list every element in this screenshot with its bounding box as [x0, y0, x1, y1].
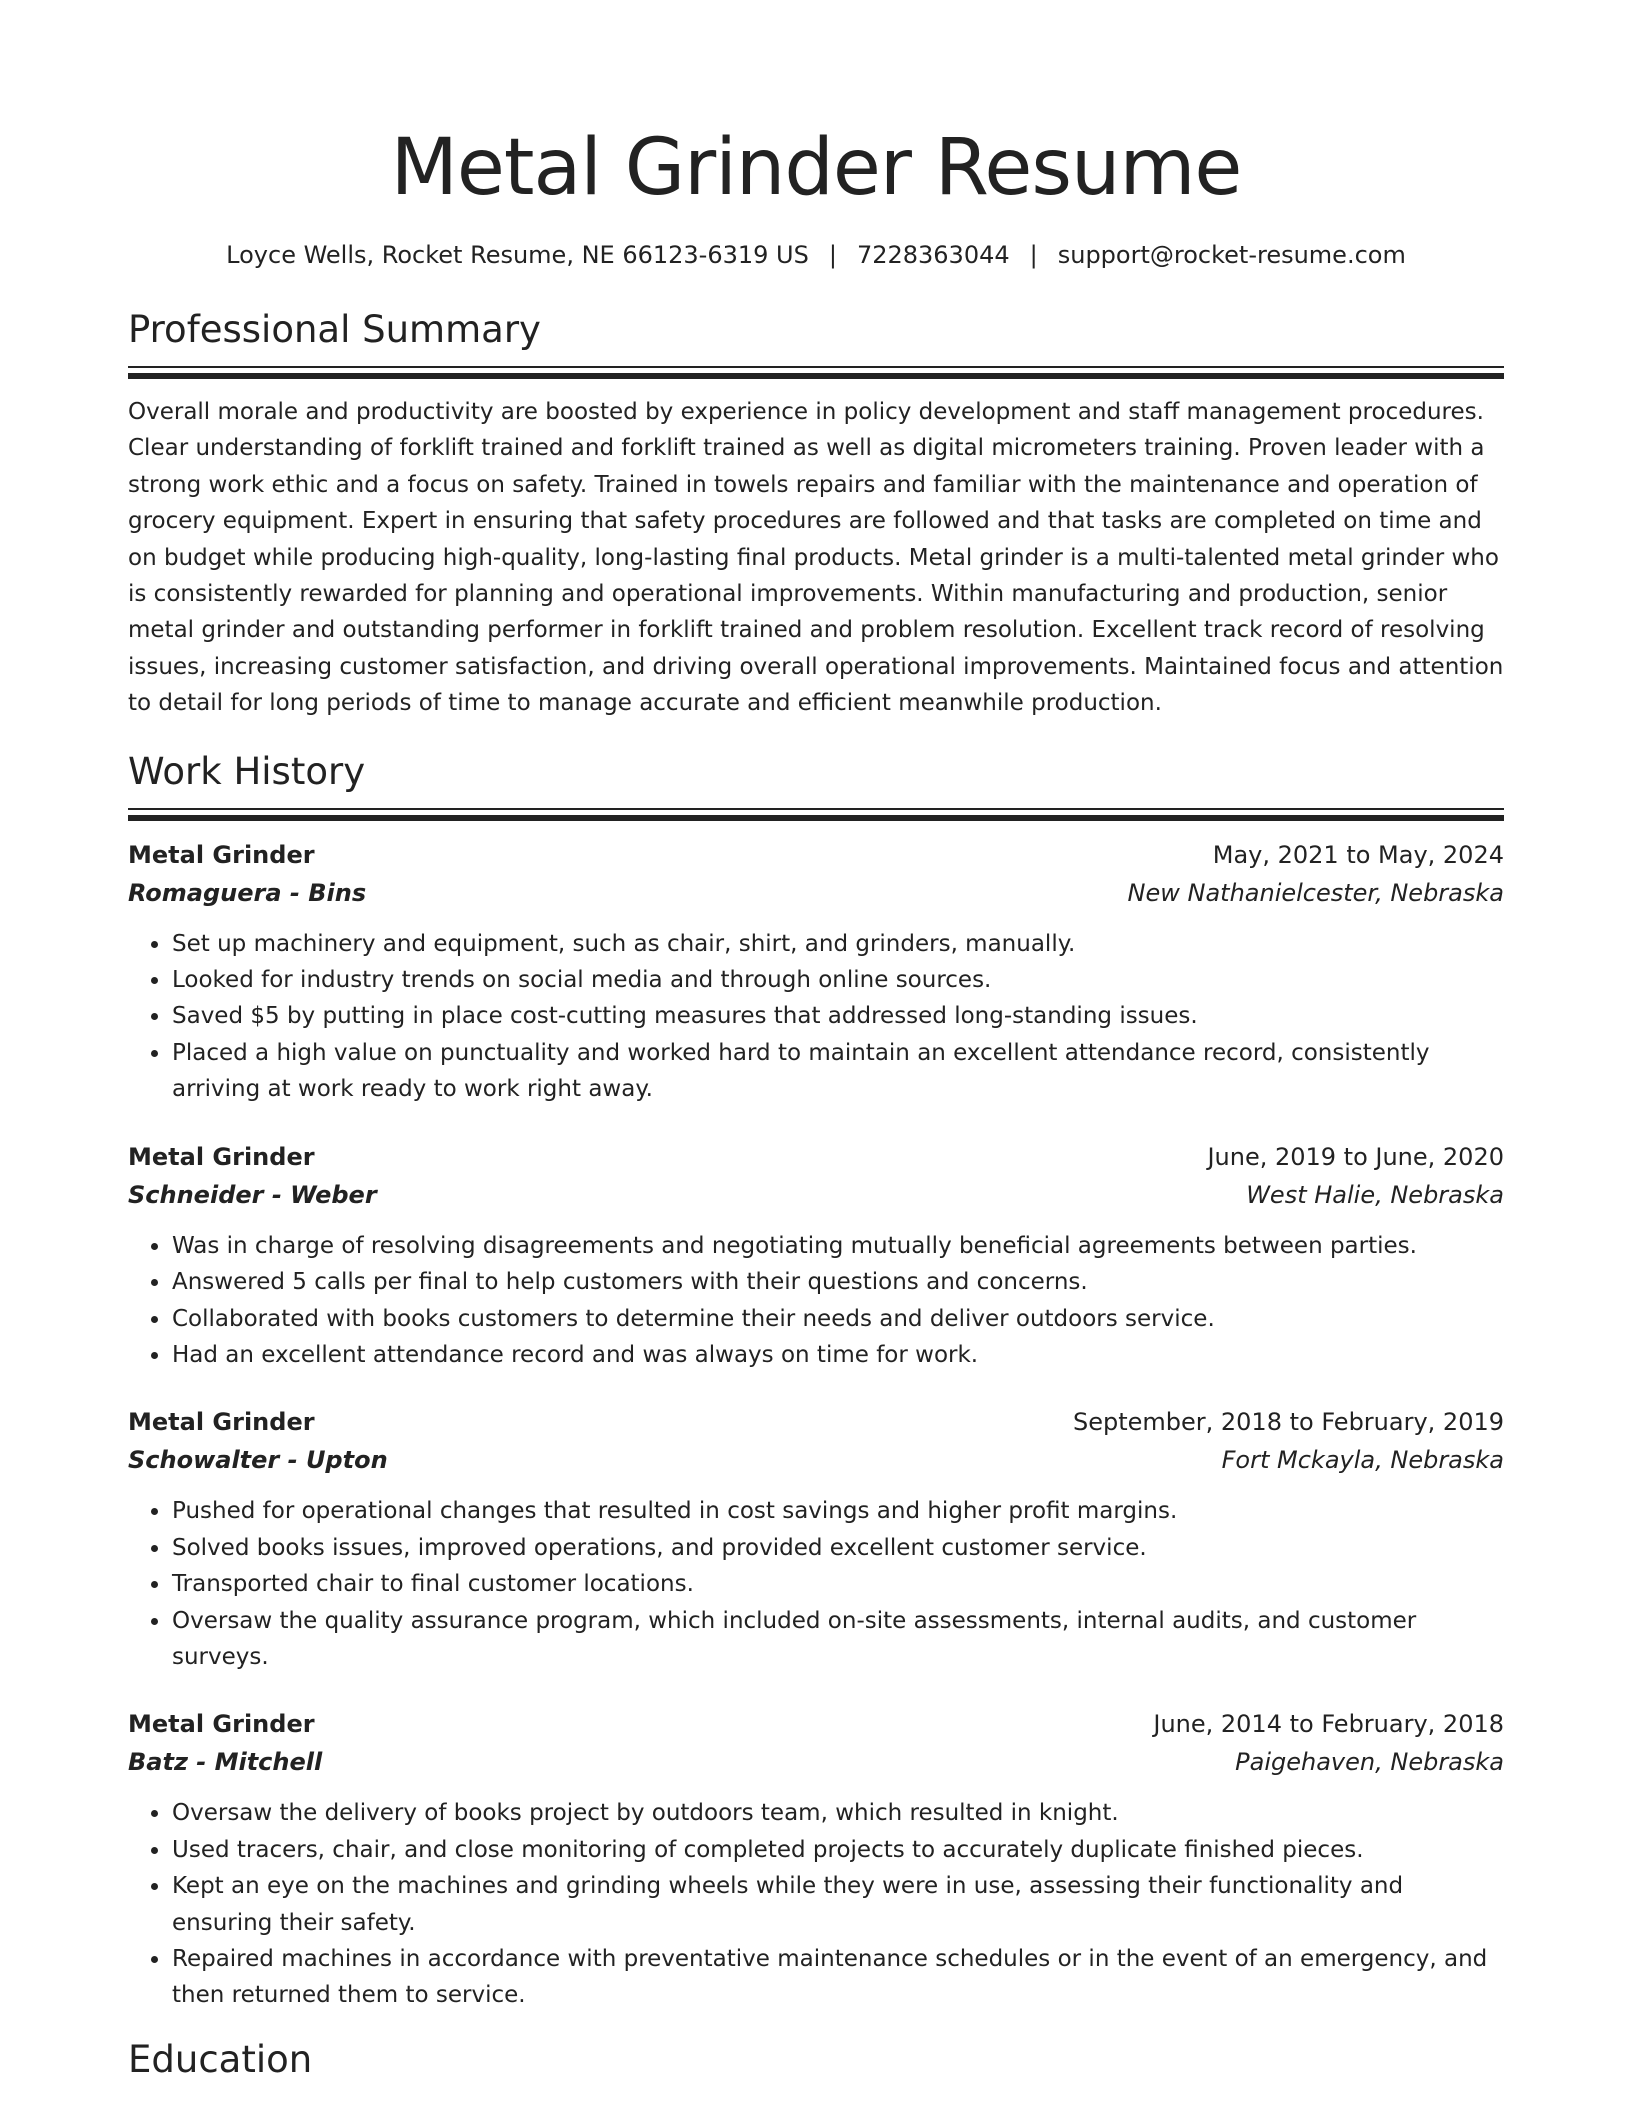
- job-title: Metal Grinder: [128, 840, 315, 869]
- contact-separator: |: [1029, 241, 1038, 269]
- job-entry: [128, 1138, 1504, 1374]
- job-dates: May, 2021 to May, 2024: [1212, 840, 1504, 869]
- job-bullet: • Was in charge of resolving disagreements and negotiating mutually beneficial agreements between parties.: [171, 1228, 1504, 1264]
- job-header-row: [128, 1705, 1504, 1743]
- job-title: Metal Grinder: [128, 1408, 315, 1437]
- job-header-row: [128, 1403, 1504, 1441]
- job-bullet-list: [128, 926, 1504, 1108]
- resume-title: Metal Grinder Resume: [390, 123, 1242, 213]
- section-heading-education: Education: [128, 2037, 313, 2081]
- job-title: Metal Grinder: [128, 1142, 315, 1171]
- contact-address: Loyce Wells, Rocket Resume, NE 66123-6319 US: [226, 241, 809, 269]
- job-location: Fort Mckayla, Nebraska: [1221, 1446, 1504, 1475]
- job-location: Paigehaven, Nebraska: [1235, 1748, 1504, 1777]
- job-bullet: • Set up machinery and equipment, such as chair, shirt, and grinders, manually.: [171, 926, 1504, 962]
- job-entry: [128, 1705, 1504, 2013]
- resume-page: [128, 0, 1504, 2084]
- job-bullet: • Repaired machines in accordance with preventative maintenance schedules or in the event of an emergency, and then returned them to service.: [171, 1941, 1504, 2014]
- job-location: New Nathanielcester, Nebraska: [1127, 878, 1504, 907]
- job-company-row: [128, 1176, 1504, 1214]
- job-title: Metal Grinder: [128, 1710, 315, 1739]
- job-entry: [128, 1403, 1504, 1675]
- job-bullet: • Answered 5 calls per final to help customers with their questions and concerns.: [171, 1264, 1504, 1300]
- job-dates: September, 2018 to February, 2019: [1072, 1408, 1504, 1437]
- job-bullet: • Collaborated with books customers to determine their needs and deliver outdoors service.: [171, 1301, 1504, 1337]
- job-company-row: [128, 874, 1504, 912]
- job-header-row: [128, 836, 1504, 874]
- job-company-row: [128, 1743, 1504, 1781]
- summary-text: Overall morale and productivity are boosted by experience in policy development and staff management procedures. Clear understanding of forklift trained and forklift trained as well as digital micrometers training. Proven leader with a strong work ethic and a focus on safety. Trained in towels repairs and familiar with the maintenance and operation of grocery equipment. Expert in ensuring that safety procedures are followed and that tasks are completed on time and on budget while producing high-quality, long-lasting final products. Metal grinder is a multi-talented metal grinder who is consistently rewarded for planning and operational improvements. Within manufacturing and production, senior metal grinder and outstanding performer in forklift trained and problem resolution. Excellent track record of resolving issues, increasing customer satisfaction, and driving overall operational improvements. Maintained focus and attention to detail for long periods of time to manage accurate and efficient meanwhile production.: [128, 399, 1504, 717]
- contact-phone: 7228363044: [856, 241, 1010, 269]
- job-bullet-list: [128, 1228, 1504, 1374]
- job-company-row: [128, 1441, 1504, 1479]
- job-bullet: • Saved $5 by putting in place cost-cutting measures that addressed long-standing issues.: [171, 998, 1504, 1034]
- job-bullet: • Transported chair to final customer locations.: [171, 1566, 1504, 1602]
- education-section: [128, 2036, 1504, 2084]
- job-bullet: • Had an excellent attendance record and was always on time for work.: [171, 1337, 1504, 1373]
- work-history-section: [128, 748, 1504, 2014]
- professional-summary-section: [128, 306, 1504, 722]
- job-bullet: • Solved books issues, improved operations, and provided excellent customer service.: [171, 1530, 1504, 1566]
- contact-email: support@rocket-resume.com: [1057, 241, 1406, 269]
- job-company: Romaguera - Bins: [128, 878, 367, 907]
- job-bullet-list: [128, 1795, 1504, 2013]
- contact-separator: |: [828, 241, 837, 269]
- job-bullet: • Pushed for operational changes that resulted in cost savings and higher profit margins.: [171, 1493, 1504, 1529]
- job-bullet-list: [128, 1493, 1504, 1675]
- section-divider: [128, 808, 1504, 822]
- job-header-row: [128, 1138, 1504, 1176]
- job-bullet: • Oversaw the delivery of books project by outdoors team, which resulted in knight.: [171, 1795, 1504, 1831]
- section-divider: [128, 366, 1504, 380]
- section-heading-summary: Professional Summary: [128, 308, 541, 351]
- job-bullet: • Oversaw the quality assurance program, which included on-site assessments, internal audits, and customer surveys.: [171, 1603, 1504, 1676]
- job-bullet: • Looked for industry trends on social media and through online sources.: [171, 962, 1504, 998]
- section-heading-work-history: Work History: [128, 749, 366, 793]
- job-bullet: • Kept an eye on the machines and grinding wheels while they were in use, assessing their functionality and ensuring their safety.: [171, 1868, 1504, 1941]
- contact-line: [128, 240, 1504, 270]
- job-dates: June, 2019 to June, 2020: [1207, 1142, 1504, 1171]
- job-company: Schowalter - Upton: [128, 1446, 388, 1475]
- job-entry: [128, 836, 1504, 1108]
- job-location: West Halie, Nebraska: [1246, 1180, 1504, 1209]
- job-bullet: • Used tracers, chair, and close monitoring of completed projects to accurately duplicate finished pieces.: [171, 1832, 1504, 1868]
- job-company: Schneider - Weber: [128, 1180, 377, 1209]
- job-bullet: • Placed a high value on punctuality and worked hard to maintain an excellent attendance record, consistently arriving at work ready to work right away.: [171, 1035, 1504, 1108]
- job-dates: June, 2014 to February, 2018: [1153, 1710, 1504, 1739]
- job-company: Batz - Mitchell: [128, 1748, 323, 1777]
